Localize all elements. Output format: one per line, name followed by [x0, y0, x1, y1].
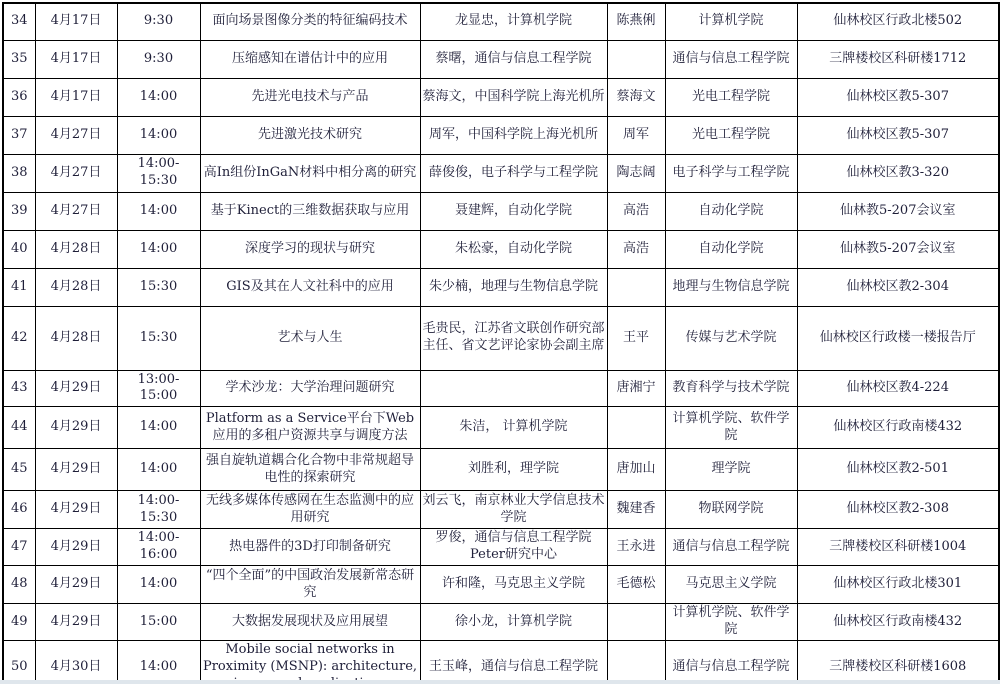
cell-speaker: 毛贵民，江苏省文联创作研究部主任、省文艺评论家协会副主席: [420, 306, 607, 370]
cell-title: 热电器件的3D打印制备研究: [200, 529, 420, 566]
bottom-edge-strip: [0, 680, 1000, 684]
cell-title: 大数据发展现状及应用展望: [200, 604, 420, 641]
cell-time: 14:00: [117, 78, 200, 116]
cell-contact: 王永进: [607, 529, 665, 566]
cell-date: 4月29日: [35, 566, 117, 604]
cell-time: 14:00: [117, 449, 200, 491]
cell-title: 艺术与人生: [200, 306, 420, 370]
cell-time: 14:00: [117, 230, 200, 268]
cell-time: 14:00-16:00: [117, 529, 200, 566]
cell-time: 15:00: [117, 604, 200, 641]
cell-title: 深度学习的现状与研究: [200, 230, 420, 268]
cell-location: 仙林教5-207会议室: [797, 192, 999, 230]
cell-college: 教育科学与技术学院: [665, 370, 797, 407]
table-row: [3, 407, 999, 449]
cell-date: 4月29日: [35, 449, 117, 491]
cell-speaker: 罗俊，通信与信息工程学院Peter研究中心: [420, 529, 607, 566]
cell-college: 通信与信息工程学院: [665, 641, 797, 684]
table-row: [3, 268, 999, 306]
cell-no: 50: [3, 641, 35, 684]
cell-time: 15:30: [117, 306, 200, 370]
cell-title: 高In组份InGaN材料中相分离的研究: [200, 154, 420, 192]
cell-speaker: 刘云飞，南京林业大学信息技术学院: [420, 491, 607, 529]
cell-date: 4月17日: [35, 40, 117, 78]
cell-location: 仙林校区行政北楼502: [797, 3, 999, 40]
cell-college: 光电工程学院: [665, 116, 797, 154]
cell-contact: [607, 407, 665, 449]
cell-speaker: 蔡曙，通信与信息工程学院: [420, 40, 607, 78]
cell-date: 4月17日: [35, 3, 117, 40]
cell-title: 强自旋轨道耦合化合物中非常规超导电性的探索研究: [200, 449, 420, 491]
cell-college: 物联网学院: [665, 491, 797, 529]
table-row: [3, 306, 999, 370]
cell-contact: 唐加山: [607, 449, 665, 491]
cell-contact: [607, 641, 665, 684]
cell-no: 46: [3, 491, 35, 529]
cell-speaker: 徐小龙，计算机学院: [420, 604, 607, 641]
cell-no: 37: [3, 116, 35, 154]
cell-location: 仙林校区教5-307: [797, 116, 999, 154]
cell-title: GIS及其在人文社科中的应用: [200, 268, 420, 306]
cell-no: 48: [3, 566, 35, 604]
cell-contact: 魏建香: [607, 491, 665, 529]
cell-college: 通信与信息工程学院: [665, 40, 797, 78]
cell-time: 14:00: [117, 641, 200, 684]
cell-no: 42: [3, 306, 35, 370]
cell-location: 三牌楼校区科研楼1004: [797, 529, 999, 566]
cell-college: 光电工程学院: [665, 78, 797, 116]
cell-title: 先进激光技术研究: [200, 116, 420, 154]
cell-college: 计算机学院、软件学院: [665, 407, 797, 449]
cell-location: 仙林校区教3-320: [797, 154, 999, 192]
cell-location: 仙林教5-207会议室: [797, 230, 999, 268]
table-row: [3, 566, 999, 604]
cell-title: “四个全面”的中国政治发展新常态研究: [200, 566, 420, 604]
cell-date: 4月29日: [35, 604, 117, 641]
cell-contact: [607, 604, 665, 641]
cell-title: 先进光电技术与产品: [200, 78, 420, 116]
cell-college: 计算机学院、软件学院: [665, 604, 797, 641]
cell-speaker: [420, 370, 607, 407]
cell-date: 4月28日: [35, 268, 117, 306]
cell-no: 45: [3, 449, 35, 491]
cell-college: 地理与生物信息学院: [665, 268, 797, 306]
cell-location: 仙林校区行政楼一楼报告厅: [797, 306, 999, 370]
table-row: [3, 78, 999, 116]
cell-title: 压缩感知在谱估计中的应用: [200, 40, 420, 78]
cell-no: 38: [3, 154, 35, 192]
cell-contact: 唐湘宁: [607, 370, 665, 407]
cell-contact: 毛德松: [607, 566, 665, 604]
cell-location: 仙林校区教2-501: [797, 449, 999, 491]
cell-date: 4月29日: [35, 370, 117, 407]
table-row: [3, 3, 999, 40]
cell-speaker: 许和隆，马克思主义学院: [420, 566, 607, 604]
cell-speaker: 朱洁， 计算机学院: [420, 407, 607, 449]
table-row: [3, 116, 999, 154]
cell-speaker: 朱松豪，自动化学院: [420, 230, 607, 268]
cell-contact: 高浩: [607, 230, 665, 268]
cell-speaker: 聂建辉，自动化学院: [420, 192, 607, 230]
lecture-schedule-table: [2, 2, 1000, 684]
cell-no: 35: [3, 40, 35, 78]
cell-no: 39: [3, 192, 35, 230]
cell-date: 4月28日: [35, 306, 117, 370]
table-row: [3, 154, 999, 192]
cell-speaker: 朱少楠，地理与生物信息学院: [420, 268, 607, 306]
cell-date: 4月29日: [35, 491, 117, 529]
cell-title: Mobile social networks in Proximity (MSNP): architecture,: [200, 641, 420, 684]
cell-date: 4月28日: [35, 230, 117, 268]
cell-time: 14:00-15:30: [117, 491, 200, 529]
table-row: [3, 230, 999, 268]
table-row: [3, 641, 999, 684]
cell-time: 14:00: [117, 192, 200, 230]
cell-date: 4月27日: [35, 154, 117, 192]
cell-time: 14:00: [117, 566, 200, 604]
cell-no: 36: [3, 78, 35, 116]
cell-title: 面向场景图像分类的特征编码技术: [200, 3, 420, 40]
cell-time: 13:00-15:00: [117, 370, 200, 407]
cell-location: 仙林校区教4-224: [797, 370, 999, 407]
cell-contact: 周军: [607, 116, 665, 154]
cell-no: 44: [3, 407, 35, 449]
cell-contact: [607, 268, 665, 306]
cell-no: 40: [3, 230, 35, 268]
cell-time: 15:30: [117, 268, 200, 306]
cell-speaker: 蔡海文，中国科学院上海光机所: [420, 78, 607, 116]
cell-time: 9:30: [117, 3, 200, 40]
cell-college: 通信与信息工程学院: [665, 529, 797, 566]
cell-no: 49: [3, 604, 35, 641]
cell-college: 自动化学院: [665, 192, 797, 230]
cell-date: 4月29日: [35, 407, 117, 449]
cell-title: Platform as a Service平台下Web应用的多租户资源共享与调度方法: [200, 407, 420, 449]
cell-location: 仙林校区行政南楼432: [797, 604, 999, 641]
cell-contact: 王平: [607, 306, 665, 370]
cell-contact: 蔡海文: [607, 78, 665, 116]
cell-title: 无线多媒体传感网在生态监测中的应用研究: [200, 491, 420, 529]
cell-no: 34: [3, 3, 35, 40]
cell-no: 43: [3, 370, 35, 407]
cell-speaker: 龙显忠，计算机学院: [420, 3, 607, 40]
table-row: [3, 491, 999, 529]
table-row: [3, 449, 999, 491]
cell-time: 14:00: [117, 407, 200, 449]
cell-time: 14:00: [117, 116, 200, 154]
cell-location: 仙林校区教2-304: [797, 268, 999, 306]
schedule-body: [3, 3, 999, 684]
cell-date: 4月29日: [35, 529, 117, 566]
cell-no: 41: [3, 268, 35, 306]
table-row: [3, 529, 999, 566]
cell-speaker: 薛俊俊，电子科学与工程学院: [420, 154, 607, 192]
cell-college: 电子科学与工程学院: [665, 154, 797, 192]
cell-college: 传媒与艺术学院: [665, 306, 797, 370]
cell-location: 仙林校区教2-308: [797, 491, 999, 529]
cell-location: 仙林校区行政南楼432: [797, 407, 999, 449]
cell-speaker: 刘胜利，理学院: [420, 449, 607, 491]
cell-college: 计算机学院: [665, 3, 797, 40]
cell-contact: 陈燕俐: [607, 3, 665, 40]
cell-speaker: 周军，中国科学院上海光机所: [420, 116, 607, 154]
cell-location: 三牌楼校区科研楼1712: [797, 40, 999, 78]
cell-speaker: 王玉峰，通信与信息工程学院: [420, 641, 607, 684]
cell-location: 三牌楼校区科研楼1608: [797, 641, 999, 684]
cell-college: 自动化学院: [665, 230, 797, 268]
cell-title: 学术沙龙：大学治理问题研究: [200, 370, 420, 407]
cell-no: 47: [3, 529, 35, 566]
table-row: [3, 370, 999, 407]
cell-contact: [607, 40, 665, 78]
cell-contact: 高浩: [607, 192, 665, 230]
table-row: [3, 604, 999, 641]
table-row: [3, 192, 999, 230]
cell-date: 4月27日: [35, 116, 117, 154]
cell-date: 4月30日: [35, 641, 117, 684]
cell-contact: 陶志阔: [607, 154, 665, 192]
cell-college: 马克思主义学院: [665, 566, 797, 604]
cell-date: 4月17日: [35, 78, 117, 116]
cell-time: 14:00-15:30: [117, 154, 200, 192]
cell-location: 仙林校区行政北楼301: [797, 566, 999, 604]
cell-location: 仙林校区教5-307: [797, 78, 999, 116]
cell-title: 基于Kinect的三维数据获取与应用: [200, 192, 420, 230]
table-row: [3, 40, 999, 78]
cell-college: 理学院: [665, 449, 797, 491]
cell-date: 4月27日: [35, 192, 117, 230]
cell-time: 9:30: [117, 40, 200, 78]
